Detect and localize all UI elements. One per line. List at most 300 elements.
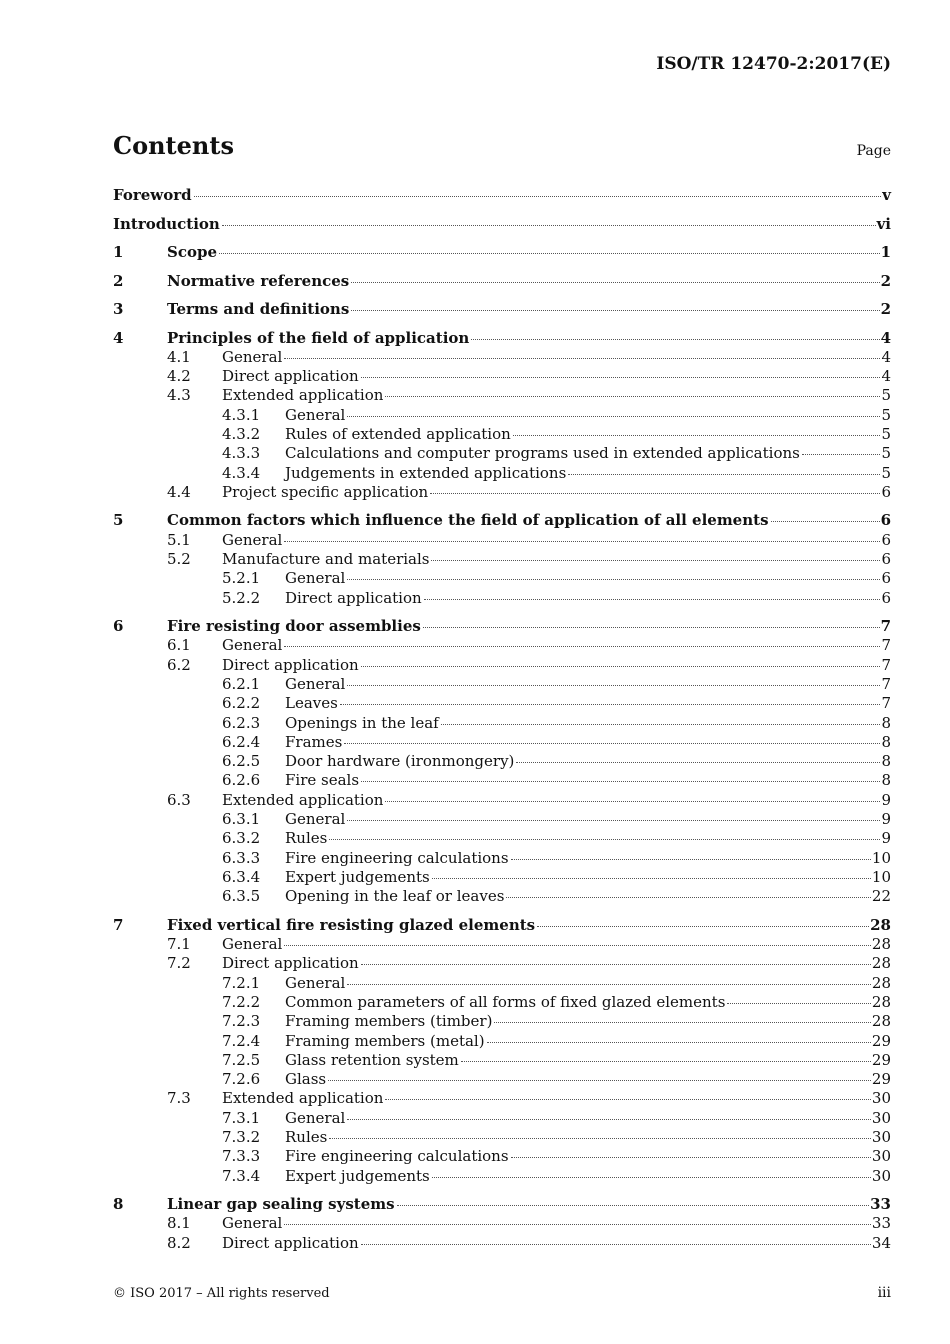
toc-entry-page: 29 xyxy=(871,1050,891,1069)
dot-leader xyxy=(361,666,881,667)
toc-entry[interactable] xyxy=(113,1051,891,1070)
toc-entry-line xyxy=(167,511,891,530)
dot-leader xyxy=(347,984,871,985)
toc-entry-line xyxy=(167,916,891,935)
toc-entry-number: 8.2 xyxy=(167,1233,191,1252)
dot-leader xyxy=(513,435,881,436)
toc-entry-number: 4.3.1 xyxy=(222,405,261,424)
toc-entry-title: Scope xyxy=(167,243,218,262)
dot-leader xyxy=(284,541,880,542)
toc-entry-number: 7.2.3 xyxy=(222,1012,261,1031)
dot-leader xyxy=(461,1061,871,1062)
toc-entry-title: Direct application xyxy=(222,367,359,386)
toc-entry[interactable] xyxy=(113,954,891,973)
toc-entry-number: 6.3.4 xyxy=(222,867,261,886)
dot-leader xyxy=(385,801,880,802)
dot-leader xyxy=(329,839,880,840)
dot-leader xyxy=(347,1119,871,1120)
toc-entry[interactable] xyxy=(113,386,891,405)
dot-leader xyxy=(194,196,882,197)
toc-entry-title: General xyxy=(285,674,346,693)
toc-entry-number: 6.3.2 xyxy=(222,829,261,848)
toc-entry-page: 8 xyxy=(881,713,891,732)
dot-leader xyxy=(506,897,871,898)
toc-entry-page: 28 xyxy=(871,992,891,1011)
toc-entry-number: 4.4 xyxy=(167,482,191,501)
toc-entry-page: 5 xyxy=(881,405,891,424)
toc-entry-line xyxy=(222,550,891,569)
dot-leader xyxy=(537,926,869,927)
toc-entry[interactable] xyxy=(113,675,891,694)
dot-leader xyxy=(487,1042,871,1043)
toc-entry[interactable] xyxy=(113,752,891,771)
toc-entry-line xyxy=(222,1089,891,1108)
toc-entry-title: Principles of the field of application xyxy=(167,328,470,347)
dot-leader xyxy=(328,1080,871,1081)
toc-entry-line xyxy=(222,791,891,810)
toc-entry-number: 7.3 xyxy=(167,1089,191,1108)
toc-entry-number: 7 xyxy=(113,915,124,934)
toc-entry-page: 9 xyxy=(881,829,891,848)
toc-entry-page: vi xyxy=(876,214,891,233)
toc-entry-line xyxy=(113,215,891,234)
toc-entry[interactable] xyxy=(113,935,891,954)
toc-entry-title: Foreword xyxy=(113,186,192,205)
toc-entry-line xyxy=(285,1147,891,1166)
toc-entry-page: v xyxy=(882,186,891,205)
toc-entry-title: General xyxy=(222,636,283,655)
toc-entry-number: 8.1 xyxy=(167,1214,191,1233)
toc-entry-title: Direct application xyxy=(222,655,359,674)
toc-entry[interactable] xyxy=(113,569,891,588)
toc-entry-number: 7.3.3 xyxy=(222,1147,261,1166)
toc-entry-title: Terms and definitions xyxy=(167,300,350,319)
toc-entry[interactable] xyxy=(113,694,891,713)
dot-leader xyxy=(516,762,880,763)
toc-entry-page: 10 xyxy=(871,848,891,867)
toc-entry-number: 5.2.1 xyxy=(222,569,261,588)
toc-entry-title: Common factors which influence the field of application of all elements xyxy=(167,511,769,530)
toc-entry-title: Introduction xyxy=(113,214,220,233)
toc-entry[interactable] xyxy=(113,1166,891,1185)
dot-leader xyxy=(432,878,871,879)
toc-entry-number: 4.3 xyxy=(167,386,191,405)
toc-entry-title: Glass retention system xyxy=(285,1050,459,1069)
toc-entry-line xyxy=(285,868,891,887)
toc-entry-title: Rules xyxy=(285,829,328,848)
toc-entry-page: 2 xyxy=(880,300,891,319)
toc-entry[interactable] xyxy=(113,483,891,502)
dot-leader xyxy=(397,1205,870,1206)
dot-leader xyxy=(347,416,880,417)
toc-entry-title: Calculations and computer programs used in extended applications xyxy=(285,444,800,463)
dot-leader xyxy=(347,820,880,821)
toc-entry-number: 6.1 xyxy=(167,636,191,655)
toc-entry-number: 5.2 xyxy=(167,550,191,569)
toc-entry[interactable] xyxy=(113,849,891,868)
toc-entry-title: Fire resisting door assemblies xyxy=(167,617,421,636)
toc-entry-page: 28 xyxy=(871,954,891,973)
toc-entry-page: 6 xyxy=(881,569,891,588)
toc-entry[interactable] xyxy=(113,300,891,319)
toc-entry[interactable] xyxy=(113,243,891,262)
toc-entry-line xyxy=(285,829,891,848)
toc-entry[interactable] xyxy=(113,186,891,205)
toc-entry-line xyxy=(285,589,891,608)
document-id: ISO/TR 12470-2:2017(E) xyxy=(656,54,891,74)
toc-entry-title: Extended application xyxy=(222,386,384,405)
toc-entry-number: 7.3.4 xyxy=(222,1166,261,1185)
toc-entry[interactable] xyxy=(113,916,891,935)
toc-entry-title: Fire seals xyxy=(285,771,360,790)
toc-entry-line xyxy=(285,771,891,790)
toc-entry-title: Fire engineering calculations xyxy=(285,1147,509,1166)
toc-entry[interactable] xyxy=(113,993,891,1012)
toc-entry-page: 28 xyxy=(871,973,891,992)
toc-entry-page: 22 xyxy=(871,887,891,906)
toc-entry-page: 29 xyxy=(871,1070,891,1089)
dot-leader xyxy=(385,1099,870,1100)
toc-entry-title: Glass xyxy=(285,1070,327,1089)
toc-entry-page: 6 xyxy=(881,588,891,607)
toc-entry-title: Expert judgements xyxy=(285,867,430,886)
toc-entry-number: 7.1 xyxy=(167,935,191,954)
dot-leader xyxy=(340,704,881,705)
toc-entry[interactable] xyxy=(113,1234,891,1253)
toc-entry-page: 29 xyxy=(871,1031,891,1050)
toc-entry[interactable] xyxy=(113,1070,891,1089)
toc-entry-number: 7.2 xyxy=(167,954,191,973)
copyright-notice: © ISO 2017 – All rights reserved xyxy=(113,1286,330,1301)
toc-entry-line xyxy=(222,531,891,550)
toc-entry-number: 7.2.1 xyxy=(222,973,261,992)
toc-entry-page: 4 xyxy=(880,328,891,347)
toc-entry-title: Direct application xyxy=(285,588,422,607)
dot-leader xyxy=(511,1157,871,1158)
toc-entry-line xyxy=(285,714,891,733)
toc-entry-number: 7.2.5 xyxy=(222,1050,261,1069)
toc-entry-title: Rules of extended application xyxy=(285,425,511,444)
toc-entry-page: 5 xyxy=(881,425,891,444)
dot-leader xyxy=(771,521,880,522)
dot-leader xyxy=(347,685,880,686)
toc-entry-title: General xyxy=(222,347,283,366)
toc-entry-number: 6.3.5 xyxy=(222,887,261,906)
toc-entry-line xyxy=(222,1214,891,1233)
toc-entry[interactable] xyxy=(113,868,891,887)
toc-entry-line xyxy=(167,300,891,319)
dot-leader xyxy=(511,859,871,860)
toc-entry-title: Judgements in extended applications xyxy=(285,463,567,482)
toc-entry-number: 5 xyxy=(113,511,124,530)
toc-entry-title: Common parameters of all forms of fixed glazed elements xyxy=(285,992,726,1011)
toc-entry-line xyxy=(285,849,891,868)
toc-entry-page: 33 xyxy=(870,1195,891,1214)
dot-leader xyxy=(441,724,881,725)
toc-entry[interactable] xyxy=(113,829,891,848)
toc-entry[interactable] xyxy=(113,733,891,752)
toc-entry[interactable] xyxy=(113,271,891,290)
toc-entry-page: 7 xyxy=(880,617,891,636)
toc-entry[interactable] xyxy=(113,550,891,569)
toc-entry-page: 8 xyxy=(881,732,891,751)
toc-entry-title: Project specific application xyxy=(222,482,429,501)
toc-entry-number: 6.2.5 xyxy=(222,752,261,771)
toc-entry[interactable] xyxy=(113,656,891,675)
dot-leader xyxy=(430,493,880,494)
toc-entry-line xyxy=(222,636,891,655)
dot-leader xyxy=(361,1244,871,1245)
toc-entry-number: 5.2.2 xyxy=(222,588,261,607)
table-of-contents xyxy=(113,186,891,1253)
toc-entry-page: 28 xyxy=(871,1012,891,1031)
toc-entry-number: 2 xyxy=(113,271,124,290)
toc-entry-line xyxy=(222,348,891,367)
toc-entry[interactable] xyxy=(113,348,891,367)
toc-entry-page: 28 xyxy=(870,915,891,934)
toc-entry[interactable] xyxy=(113,810,891,829)
toc-entry-number: 6.3.3 xyxy=(222,848,261,867)
toc-entry[interactable] xyxy=(113,887,891,906)
toc-entry-line xyxy=(285,675,891,694)
toc-entry-title: Extended application xyxy=(222,1089,384,1108)
toc-entry-title: Extended application xyxy=(222,790,384,809)
toc-entry-title: Framing members (metal) xyxy=(285,1031,485,1050)
toc-entry-title: General xyxy=(285,569,346,588)
toc-entry[interactable] xyxy=(113,588,891,607)
toc-entry[interactable] xyxy=(113,367,891,386)
toc-entry-title: General xyxy=(285,973,346,992)
toc-entry-line xyxy=(167,617,891,636)
dot-leader xyxy=(222,225,876,226)
toc-entry-title: General xyxy=(222,935,283,954)
toc-entry-page: 28 xyxy=(871,935,891,954)
dot-leader xyxy=(284,358,880,359)
toc-entry-number: 4.3.3 xyxy=(222,444,261,463)
dot-leader xyxy=(361,964,871,965)
toc-entry-number: 7.2.6 xyxy=(222,1070,261,1089)
toc-entry[interactable] xyxy=(113,1031,891,1050)
toc-entry-number: 6.2 xyxy=(167,655,191,674)
toc-entry-line xyxy=(167,329,891,348)
toc-entry-line xyxy=(285,1070,891,1089)
toc-entry-title: Expert judgements xyxy=(285,1166,430,1185)
toc-entry[interactable] xyxy=(113,406,891,425)
toc-entry-page: 6 xyxy=(881,482,891,501)
toc-entry-title: General xyxy=(285,1108,346,1127)
toc-entry-title: Rules xyxy=(285,1128,328,1146)
dot-leader xyxy=(432,1177,871,1178)
toc-entry[interactable] xyxy=(113,425,891,444)
toc-entry-title: Fire engineering calculations xyxy=(285,848,509,867)
toc-entry[interactable] xyxy=(113,1147,891,1166)
toc-entry-number: 7.2.4 xyxy=(222,1031,261,1050)
toc-entry-number: 7.3.2 xyxy=(222,1128,261,1146)
toc-entry-page: 4 xyxy=(881,367,891,386)
dot-leader xyxy=(284,945,871,946)
toc-entry-title: Opening in the leaf or leaves xyxy=(285,887,505,906)
dot-leader xyxy=(219,253,880,254)
page-column-label: Page xyxy=(856,143,891,159)
toc-entry-page: 34 xyxy=(871,1233,891,1252)
toc-entry-title: General xyxy=(222,1214,283,1233)
toc-entry-line xyxy=(222,935,891,954)
toc-entry-page: 7 xyxy=(881,636,891,655)
toc-entry-number: 7.2.2 xyxy=(222,992,261,1011)
toc-entry-line xyxy=(285,1167,891,1186)
dot-leader xyxy=(568,474,880,475)
toc-entry-page: 9 xyxy=(881,790,891,809)
dot-leader xyxy=(802,454,881,455)
toc-entry-line xyxy=(285,464,891,483)
toc-entry-number: 4.3.2 xyxy=(222,425,261,444)
toc-entry-line xyxy=(285,444,891,463)
toc-entry-number: 4.3.4 xyxy=(222,463,261,482)
toc-entry[interactable] xyxy=(113,771,891,790)
toc-entry-title: General xyxy=(285,405,346,424)
toc-entry[interactable] xyxy=(113,791,891,810)
toc-entry-page: 30 xyxy=(871,1128,891,1146)
toc-entry-line xyxy=(167,272,891,291)
toc-entry-line xyxy=(285,887,891,906)
toc-entry-page: 5 xyxy=(881,463,891,482)
dot-leader xyxy=(385,396,880,397)
toc-entry[interactable] xyxy=(113,1214,891,1233)
dot-leader xyxy=(423,627,880,628)
toc-entry-title: Leaves xyxy=(285,694,338,713)
toc-entry[interactable] xyxy=(113,328,891,347)
toc-entry-page: 10 xyxy=(871,867,891,886)
toc-entry[interactable] xyxy=(113,511,891,530)
toc-entry-line xyxy=(167,1195,891,1214)
toc-entry-line xyxy=(285,1012,891,1031)
toc-entry-page: 30 xyxy=(871,1108,891,1127)
toc-entry-number: 6.2.4 xyxy=(222,732,261,751)
toc-entry-line xyxy=(285,425,891,444)
toc-entry[interactable] xyxy=(113,444,891,463)
toc-entry-line xyxy=(285,406,891,425)
dot-leader xyxy=(494,1022,870,1023)
toc-entry-title: Framing members (timber) xyxy=(285,1012,493,1031)
toc-entry-page: 5 xyxy=(881,444,891,463)
page-number: iii xyxy=(877,1285,891,1301)
toc-entry-page: 1 xyxy=(880,243,891,262)
toc-entry-page: 7 xyxy=(881,655,891,674)
toc-entry-page: 4 xyxy=(881,347,891,366)
toc-entry-line xyxy=(285,694,891,713)
toc-entry-line xyxy=(222,483,891,502)
toc-entry-title: General xyxy=(222,530,283,549)
toc-entry-line xyxy=(222,1234,891,1253)
dot-leader xyxy=(727,1003,871,1004)
toc-entry[interactable] xyxy=(113,1089,891,1108)
toc-entry-number: 6.3 xyxy=(167,790,191,809)
toc-entry-page: 7 xyxy=(881,674,891,693)
toc-entry-title: Fixed vertical fire resisting glazed elements xyxy=(167,915,536,934)
toc-entry-title: General xyxy=(285,810,346,829)
toc-entry-title: Frames xyxy=(285,732,343,751)
toc-entry-number: 4.1 xyxy=(167,347,191,366)
toc-entry-number: 7.3.1 xyxy=(222,1108,261,1127)
toc-entry-number: 5.1 xyxy=(167,530,191,549)
toc-entry-title: Manufacture and materials xyxy=(222,550,430,569)
toc-entry[interactable] xyxy=(113,1128,891,1147)
toc-entry-page: 7 xyxy=(881,694,891,713)
toc-entry-number: 6 xyxy=(113,617,124,636)
toc-entry-line xyxy=(285,974,891,993)
toc-entry-page: 30 xyxy=(871,1166,891,1185)
toc-entry-line xyxy=(285,1109,891,1128)
toc-entry[interactable] xyxy=(113,464,891,483)
toc-entry-line xyxy=(285,1032,891,1051)
toc-entry-page: 6 xyxy=(881,550,891,569)
toc-entry-number: 8 xyxy=(113,1195,124,1214)
toc-entry[interactable] xyxy=(113,1195,891,1214)
toc-entry-line xyxy=(285,752,891,771)
dot-leader xyxy=(431,560,880,561)
toc-entry-line xyxy=(285,569,891,588)
toc-entry-page: 30 xyxy=(871,1089,891,1108)
dot-leader xyxy=(361,377,881,378)
toc-entry[interactable] xyxy=(113,214,891,233)
toc-entry-page: 30 xyxy=(871,1147,891,1166)
toc-entry-page: 6 xyxy=(880,511,891,530)
dot-leader xyxy=(344,743,880,744)
toc-entry-title: Openings in the leaf xyxy=(285,713,439,732)
toc-entry-title: Door hardware (ironmongery) xyxy=(285,752,515,771)
toc-entry-line xyxy=(113,186,891,205)
toc-entry-line xyxy=(285,1128,891,1147)
toc-entry-line xyxy=(222,954,891,973)
toc-entry-title: Linear gap sealing systems xyxy=(167,1195,395,1214)
toc-entry-line xyxy=(285,993,891,1012)
dot-leader xyxy=(361,781,880,782)
toc-entry[interactable] xyxy=(113,713,891,732)
toc-entry-number: 6.2.2 xyxy=(222,694,261,713)
toc-entry-number: 6.2.6 xyxy=(222,771,261,790)
toc-entry-line xyxy=(285,810,891,829)
toc-entry[interactable] xyxy=(113,1012,891,1031)
toc-entry-page: 6 xyxy=(881,530,891,549)
toc-entry-number: 4 xyxy=(113,328,124,347)
dot-leader xyxy=(347,579,880,580)
toc-entry[interactable] xyxy=(113,636,891,655)
toc-entry-title: Normative references xyxy=(167,271,350,290)
toc-entry[interactable] xyxy=(113,1109,891,1128)
toc-entry-title: Direct application xyxy=(222,954,359,973)
toc-entry-page: 5 xyxy=(881,386,891,405)
toc-entry-number: 4.2 xyxy=(167,367,191,386)
toc-entry-line xyxy=(285,733,891,752)
toc-entry[interactable] xyxy=(113,531,891,550)
toc-entry-page: 9 xyxy=(881,810,891,829)
toc-entry-page: 33 xyxy=(871,1214,891,1233)
dot-leader xyxy=(471,339,879,340)
dot-leader xyxy=(351,282,879,283)
toc-entry-line xyxy=(222,656,891,675)
contents-title: Contents xyxy=(113,131,234,160)
toc-entry-number: 6.2.1 xyxy=(222,674,261,693)
toc-entry-number: 6.2.3 xyxy=(222,713,261,732)
toc-entry-page: 8 xyxy=(881,771,891,790)
toc-entry-number: 6.3.1 xyxy=(222,810,261,829)
toc-entry-line xyxy=(167,243,891,262)
toc-entry-line xyxy=(285,1051,891,1070)
dot-leader xyxy=(284,646,880,647)
toc-entry[interactable] xyxy=(113,617,891,636)
toc-entry[interactable] xyxy=(113,973,891,992)
dot-leader xyxy=(284,1224,871,1225)
